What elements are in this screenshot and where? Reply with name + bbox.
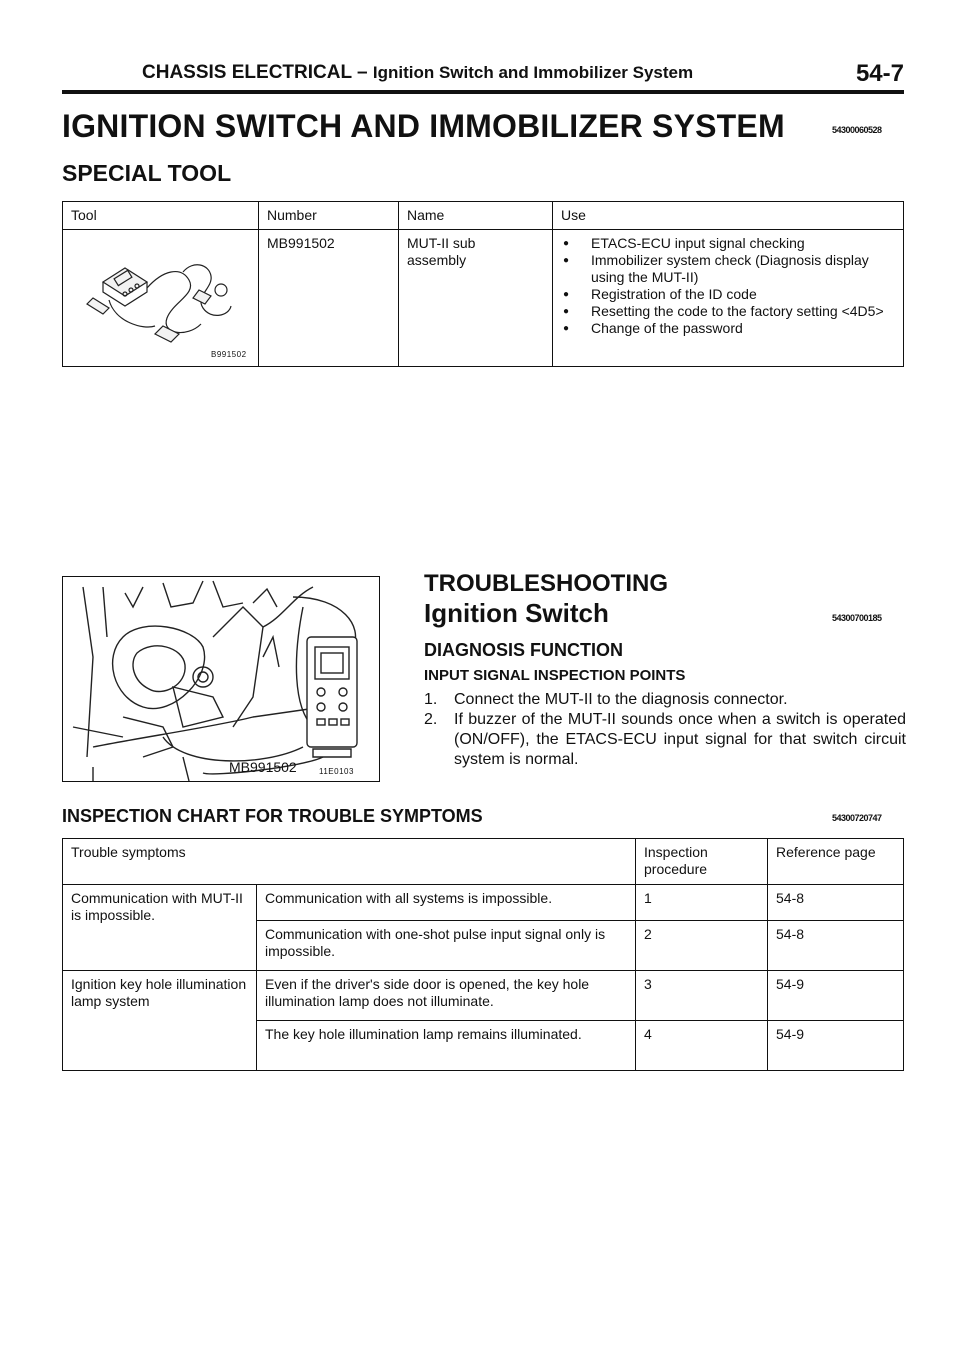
col-header-symptoms: Trouble symptoms	[63, 839, 636, 885]
diagnosis-function-title: DIAGNOSIS FUNCTION	[424, 640, 624, 660]
procedure-number: 2	[636, 921, 768, 971]
diagnosis-connector-figure	[62, 576, 380, 782]
tool-name-line1: MUT-II sub	[407, 235, 476, 251]
step-text: If buzzer of the MUT-II sounds once when a switch is operated (ON/OFF), the ETACS-ECU input signal for that switch circuit system is normal.	[454, 711, 906, 768]
step-number: 2.	[424, 711, 438, 728]
col-header-number: Number	[259, 202, 399, 230]
table-row	[63, 885, 904, 921]
table-header-row	[63, 202, 904, 230]
list-item: ● Registration of the ID code	[561, 286, 895, 303]
col-header-name: Name	[399, 202, 553, 230]
troubleshooting-subtitle: Ignition Switch	[424, 598, 609, 628]
step-number: 1.	[424, 691, 438, 708]
table-row	[63, 230, 904, 367]
tool-use-list	[561, 235, 895, 337]
step-text: Connect the MUT-II to the diagnosis connector.	[454, 691, 788, 708]
special-tool-title: SPECIAL TOOL	[62, 160, 232, 186]
main-title: IGNITION SWITCH AND IMMOBILIZER SYSTEM	[62, 108, 785, 144]
inspection-steps	[424, 690, 906, 770]
tool-image-cell	[63, 230, 259, 367]
page-header	[62, 60, 904, 94]
list-item: ● Immobilizer system check (Diagnosis display using the MUT-II)	[561, 252, 895, 286]
dashboard-connector-illustration	[63, 577, 380, 782]
list-item: ● ETACS-ECU input signal checking	[561, 235, 895, 252]
inspection-chart-code: 54300720747	[832, 813, 882, 823]
figure-label: MB991502	[229, 759, 297, 775]
list-item: ● Change of the password	[561, 320, 895, 337]
tool-name-line2: assembly	[407, 252, 467, 268]
step-item	[424, 710, 906, 770]
mut-ii-tool-illustration	[63, 230, 257, 362]
header-section-title	[142, 62, 693, 84]
symptom-detail: Communication with one-shot pulse input signal only is impossible.	[257, 921, 636, 971]
figure-code: 11E0103	[319, 767, 354, 776]
header-section: CHASSIS ELECTRICAL	[142, 62, 352, 83]
troubleshooting-title: TROUBLESHOOTING	[424, 570, 668, 597]
header-separator: –	[357, 62, 368, 83]
list-item: ● Resetting the code to the factory setting <4D5>	[561, 303, 895, 320]
trouble-symptoms-table	[62, 838, 904, 1071]
inspection-chart-title: INSPECTION CHART FOR TROUBLE SYMPTOMS	[62, 806, 483, 826]
header-rule	[62, 90, 904, 94]
troubleshooting-code: 54300700185	[832, 613, 882, 623]
tool-name-cell	[399, 230, 553, 367]
header-subsection: Ignition Switch and Immobilizer System	[372, 63, 694, 82]
procedure-number: 4	[636, 1021, 768, 1071]
inspection-points-title: INPUT SIGNAL INSPECTION POINTS	[424, 667, 686, 684]
col-header-page: Reference page	[768, 839, 904, 885]
table-header-row	[63, 839, 904, 885]
step-item	[424, 690, 906, 710]
procedure-number: 3	[636, 971, 768, 1021]
tool-number: MB991502	[259, 230, 399, 367]
col-header-tool: Tool	[63, 202, 259, 230]
tool-image-caption: B991502	[211, 350, 247, 359]
symptom-detail: Even if the driver's side door is opened, the key hole illumination lamp does not illuminate.	[257, 971, 636, 1021]
reference-page: 54-8	[768, 921, 904, 971]
special-tool-table	[62, 201, 904, 367]
procedure-number: 1	[636, 885, 768, 921]
tool-use-cell	[553, 230, 904, 367]
reference-page: 54-9	[768, 971, 904, 1021]
main-title-code: 54300060528	[832, 125, 882, 135]
symptom-group: Ignition key hole illumination lamp system	[63, 971, 257, 1071]
symptom-group: Communication with MUT-II is impossible.	[63, 885, 257, 971]
table-row	[63, 971, 904, 1021]
col-header-use: Use	[553, 202, 904, 230]
symptom-detail: The key hole illumination lamp remains illuminated.	[257, 1021, 636, 1071]
reference-page: 54-8	[768, 885, 904, 921]
reference-page: 54-9	[768, 1021, 904, 1071]
col-header-procedure: Inspection procedure	[636, 839, 768, 885]
symptom-detail: Communication with all systems is impossible.	[257, 885, 636, 921]
page-number: 54-7	[855, 60, 904, 87]
